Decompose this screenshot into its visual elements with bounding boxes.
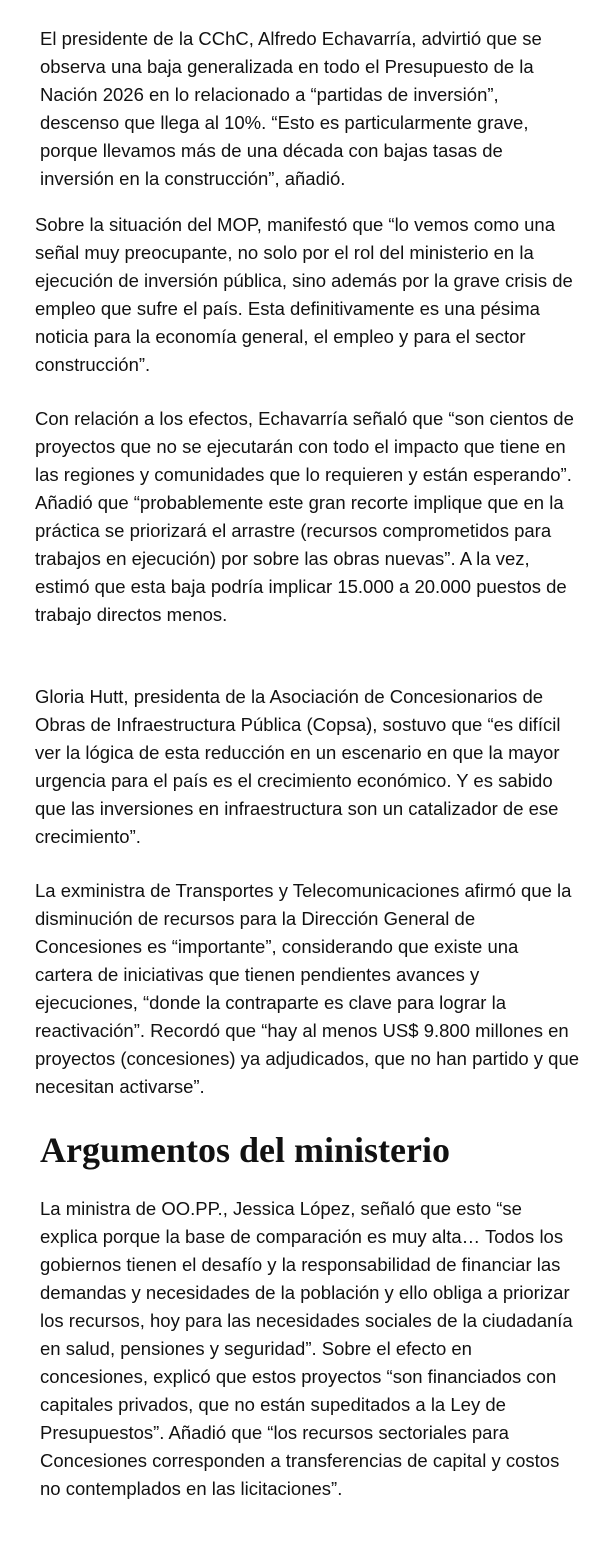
section-heading: Argumentos del ministerio bbox=[40, 1130, 450, 1170]
paragraph-gloria-hutt: Gloria Hutt, presidenta de la Asociación de Concesionarios de Obras de Infraestructura Pública (Copsa), sostuvo que “es difícil ver la lógica de esta reducción en un escenario en que la mayor urgencia para el país es el crecimiento económico. Y es sabido que las inversiones en infraestructura son un catalizador de ese crecimiento”. bbox=[35, 686, 561, 847]
paragraph-effects: Con relación a los efectos, Echavarría señaló que “son cientos de proyectos que no se ejecutarán con todo el impacto que tiene en las regiones y comunidades que lo requieren y están esperando”. Añadió que “probablemente este gran recorte implique que en la práctica se priorizará el arrastre (recursos comprometidos para trabajos en ejecución) por sobre las obras nuevas”. A la vez, estimó que esta baja podría implicar 15.000 a 20.000 puestos de trabajo directos menos. bbox=[35, 408, 574, 625]
paragraph-concessions: La exministra de Transportes y Telecomunicaciones afirmó que la disminución de recursos para la Dirección General de Concesiones es “importante”, considerando que existe una cartera de iniciativas que tienen pendientes avances y ejecuciones, “donde la contraparte es clave para lograr la reactivación”. Recordó que “hay al menos US$ 9.800 millones en proyectos (concesiones) ya adjudicados, que no han partido y que necesitan activarse”. bbox=[35, 880, 580, 1097]
paragraph-echavarria-budget: El presidente de la CChC, Alfredo Echavarría, advirtió que se observa una baja generalizada en todo el Presupuesto de la Nación 2026 en lo relacionado a “partidas de inversión”, descenso que llega al 10%. “Esto es particularmente grave, porque llevamos más de una década con bajas tasas de inversión en la construcción”, añadió. bbox=[40, 28, 542, 189]
paragraph-mop-situation: Sobre la situación del MOP, manifestó que “lo vemos como una señal muy preocupante, no solo por el rol del ministerio en la ejecución de inversión pública, sino además por la grave crisis de empleo que sufre el país. Esta definitivamente es una pésima noticia para la economía general, el empleo y para el sector construcción”. bbox=[35, 214, 573, 375]
paragraph-ministry-arguments: La ministra de OO.PP., Jessica López, señaló que esto “se explica porque la base de comparación es muy alta… Todos los gobiernos tienen el desafío y la responsabilidad de financiar las demandas y necesidades de la población y ello obliga a priorizar los recursos, hoy para las necesidades sociales de la ciudadanía en salud, pensiones y seguridad”. Sobre el efecto en concesiones, explicó que estos proyectos “son financiados con capitales privados, que no están supeditados a la Ley de Presupuestos”. Añadió que “los recursos sectoriales para Concesiones corresponden a transferencias de capital y costos no contemplados en las licitaciones”. bbox=[40, 1198, 573, 1499]
